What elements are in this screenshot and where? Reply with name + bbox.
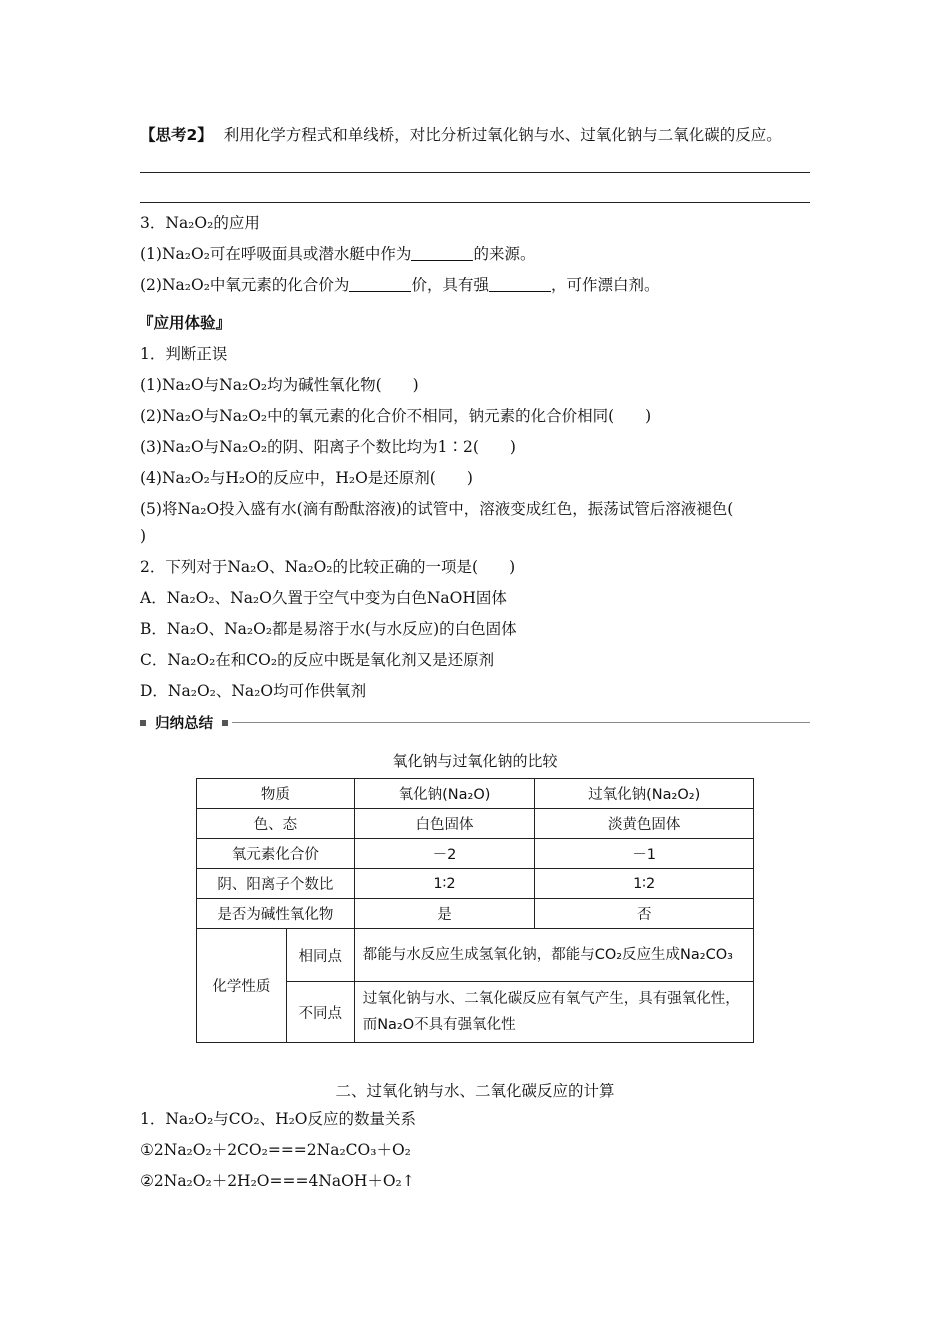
sec3-q2: (2)Na₂O₂中氧元素的化合价为 价，具有强 ，可作漂白剂。 — [140, 276, 660, 294]
diff-label: 不同点 — [286, 982, 354, 1043]
table-title: 氧化钠与过氧化钠的比较 — [392, 752, 558, 770]
chem-label: 化学性质 — [197, 929, 287, 1043]
table-row — [197, 779, 754, 809]
blank-3[interactable] — [489, 277, 551, 292]
judge-item-5-end: ) — [140, 527, 147, 545]
think2-tag: 【思考2】 — [140, 126, 213, 144]
judge-title: 1．判断正误 — [140, 345, 228, 363]
choice-title: 2．下列对于Na₂O、Na₂O₂的比较正确的一项是( ) — [140, 558, 516, 576]
square-icon — [222, 720, 228, 726]
answer-line-2 — [140, 202, 810, 203]
judge-item-4: (4)Na₂O₂与H₂O的反应中，H₂O是还原剂( ) — [140, 469, 473, 487]
choice-b: B．Na₂O、Na₂O₂都是易溶于水(与水反应)的白色固体 — [140, 620, 517, 638]
header-substance: 物质 — [197, 779, 355, 809]
table-row: 是否为碱性氧化物 是 否 — [197, 899, 754, 929]
same-label: 相同点 — [286, 929, 354, 982]
choice-d: D．Na₂O₂、Na₂O均可作供氧剂 — [140, 682, 367, 700]
summary-header — [140, 712, 810, 734]
diff-text: 过氧化钠与水、二氧化碳反应有氧气产生，具有强氧化性，而Na₂O不具有强氧化性 — [354, 982, 753, 1043]
sec3-title: 3．Na₂O₂的应用 — [140, 214, 260, 232]
judge-item-2: (2)Na₂O与Na₂O₂中的氧元素的化合价不相同，钠元素的化合价相同( ) — [140, 407, 652, 425]
equation-2: ②2Na₂O₂＋2H₂O===4NaOH＋O₂↑ — [140, 1172, 415, 1190]
equation-1: ①2Na₂O₂＋2CO₂===2Na₂CO₃＋O₂ — [140, 1141, 411, 1159]
header-na2o2: 过氧化钠(Na₂O₂) — [535, 779, 754, 809]
table-row: 阴、阳离子个数比 1∶2 1∶2 — [197, 869, 754, 899]
sec3-q1: (1)Na₂O₂可在呼吸面具或潜水艇中作为 的来源。 — [140, 245, 536, 263]
think2-text: 利用化学方程式和单线桥，对比分析过氧化钠与水、过氧化钠与二氧化碳的反应。 — [223, 126, 782, 144]
square-icon — [140, 720, 146, 726]
header-na2o: 氧化钠(Na₂O) — [354, 779, 535, 809]
section2-title: 二、过氧化钠与水、二氧化碳反应的计算 — [335, 1082, 615, 1100]
judge-item-1: (1)Na₂O与Na₂O₂均为碱性氧化物( ) — [140, 376, 419, 394]
apply-title: 『应用体验』 — [138, 314, 232, 332]
table-row — [197, 929, 754, 982]
answer-line-1 — [140, 172, 810, 173]
comparison-table — [196, 778, 754, 1043]
blank-2[interactable] — [349, 277, 411, 292]
choice-c: C．Na₂O₂在和CO₂的反应中既是氧化剂又是还原剂 — [140, 651, 495, 669]
think2-line — [140, 124, 782, 146]
choice-a: A．Na₂O₂、Na₂O久置于空气中变为白色NaOH固体 — [140, 589, 507, 607]
section2-sub1: 1．Na₂O₂与CO₂、H₂O反应的数量关系 — [140, 1110, 417, 1128]
same-text: 都能与水反应生成氢氧化钠，都能与CO₂反应生成Na₂CO₃ — [354, 929, 753, 982]
summary-divider — [232, 722, 810, 723]
table-row: 氧元素化合价 －2 －1 — [197, 839, 754, 869]
blank-1[interactable] — [411, 246, 473, 261]
table-row: 色、态 白色固体 淡黄色固体 — [197, 809, 754, 839]
judge-item-5: (5)将Na₂O投入盛有水(滴有酚酞溶液)的试管中，溶液变成红色，振荡试管后溶液褪色( — [140, 500, 734, 518]
judge-item-3: (3)Na₂O与Na₂O₂的阴、阳离子个数比均为1∶2( ) — [140, 438, 516, 456]
summary-label: 归纳总结 — [155, 716, 214, 732]
